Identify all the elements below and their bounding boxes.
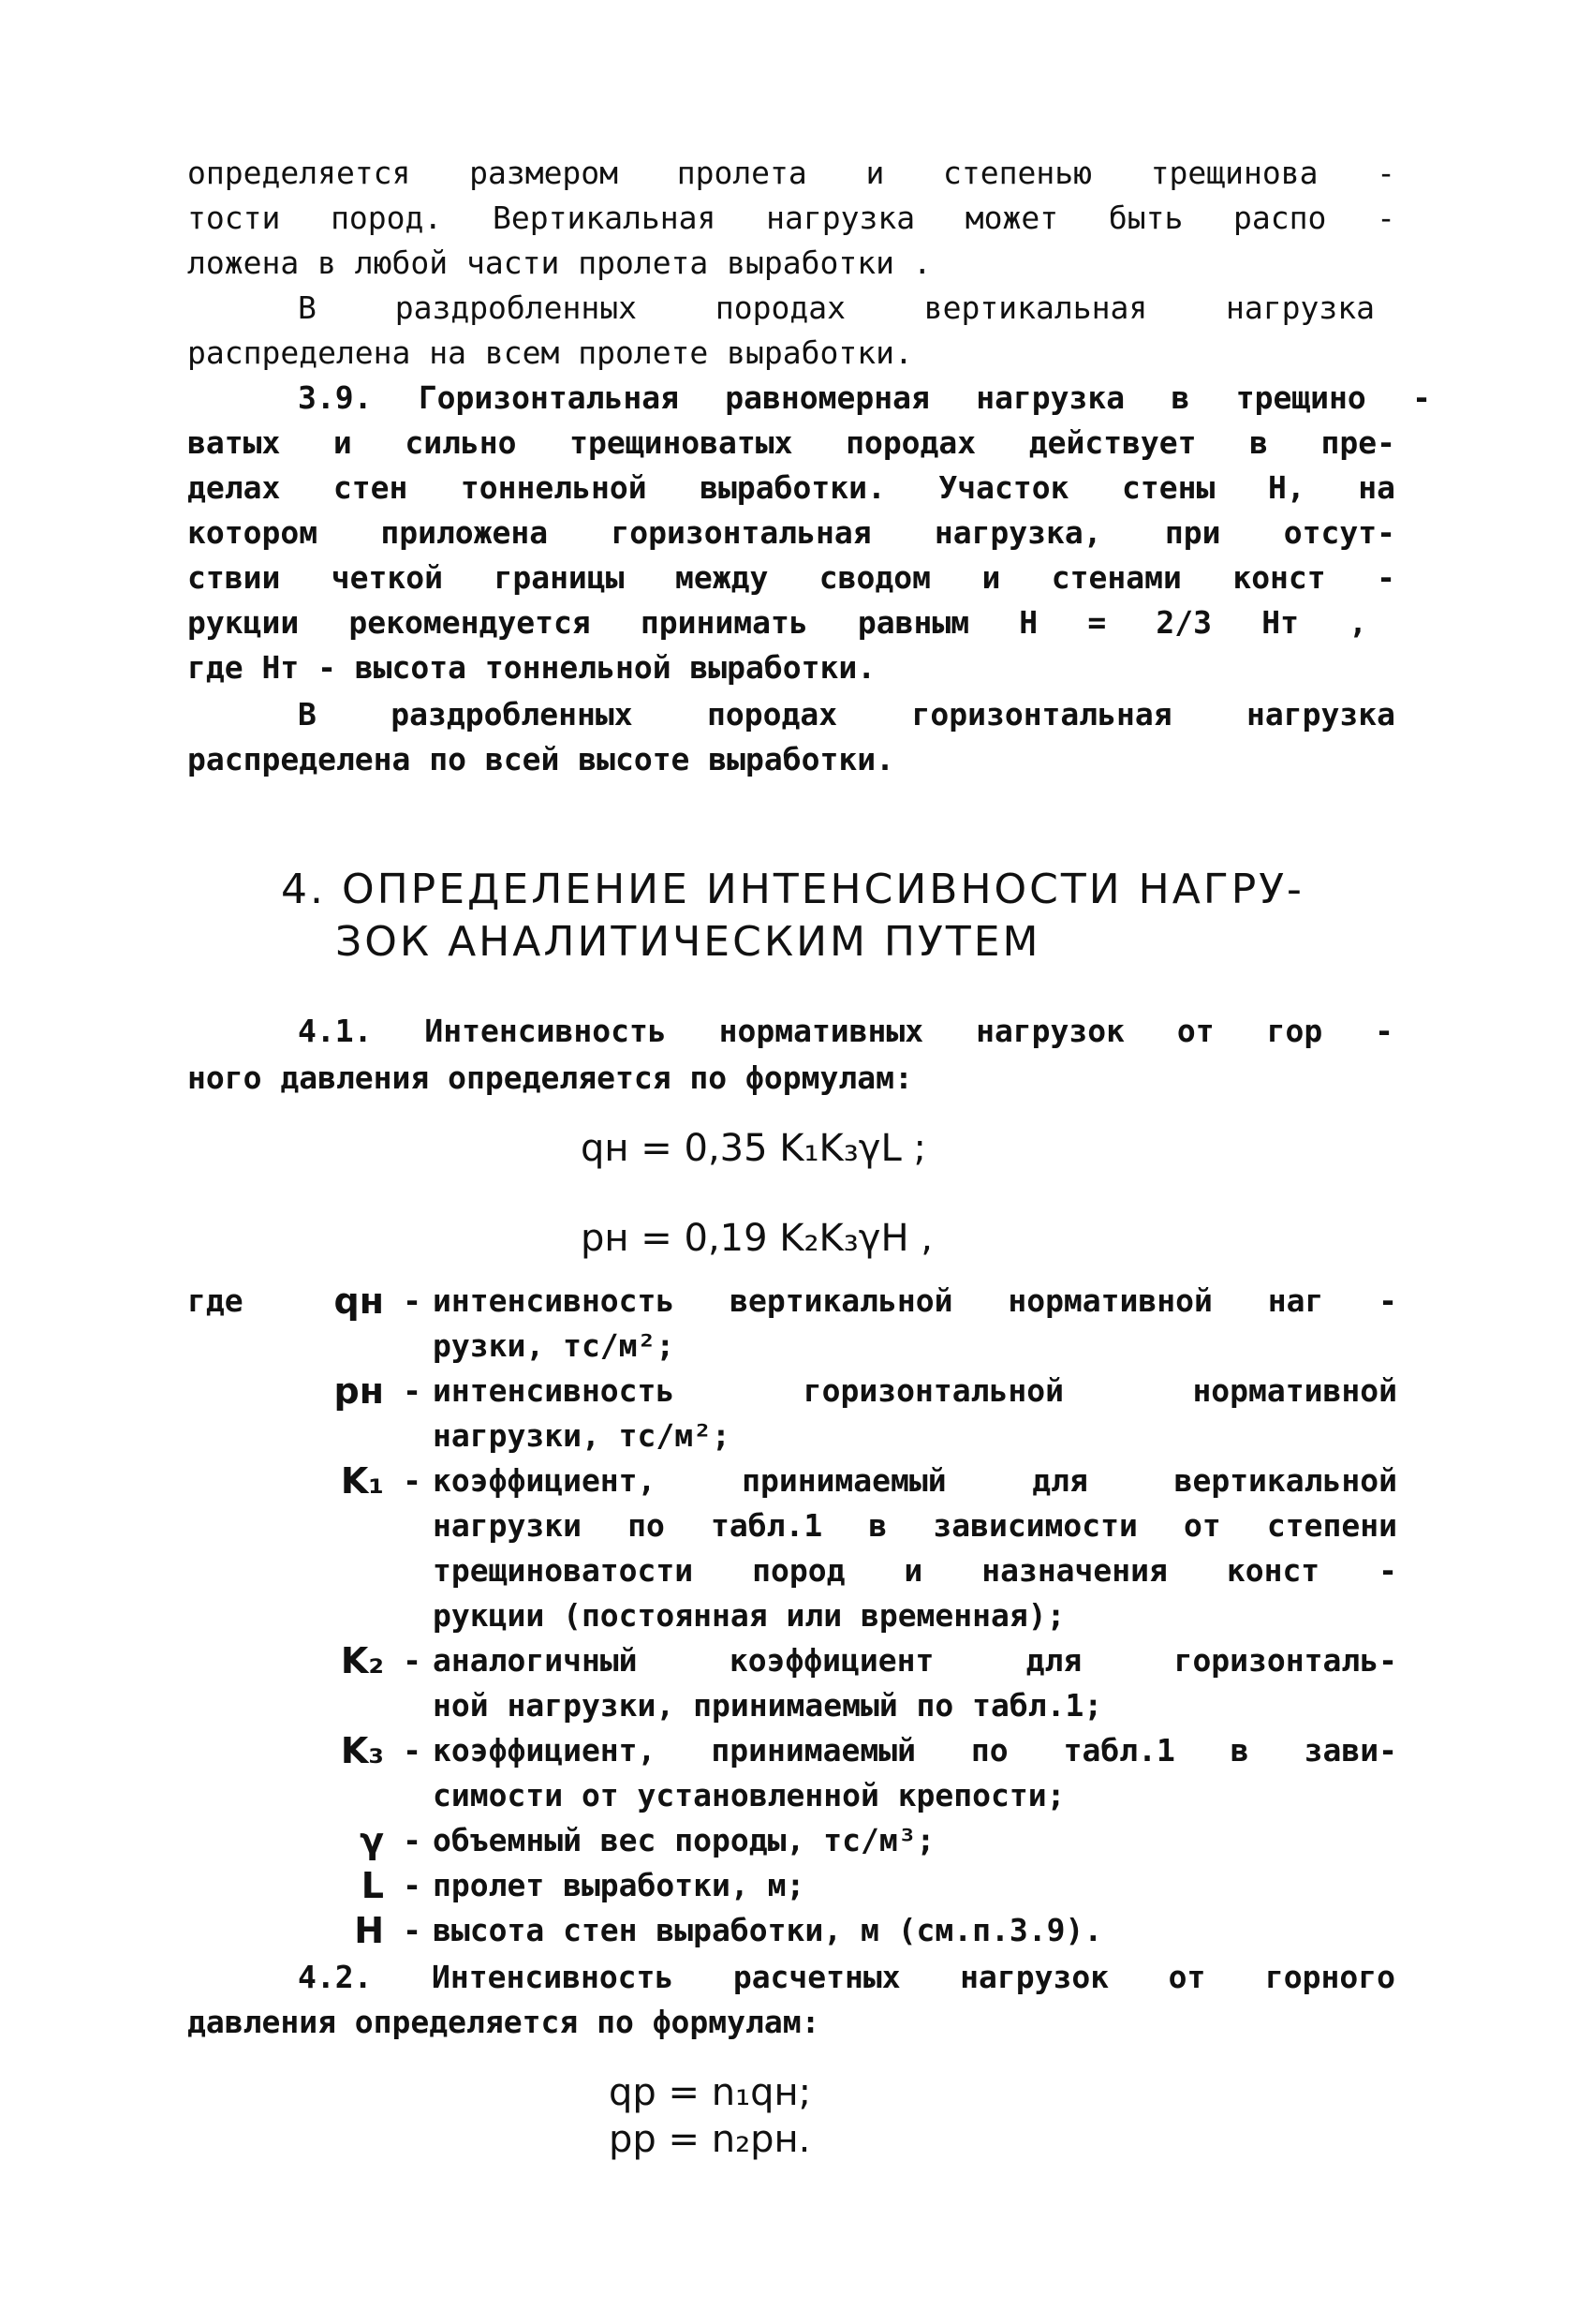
text-line: распределена по всей высоте выработки.: [187, 741, 894, 777]
definition-text: рукции (постоянная или временная);: [433, 1597, 1066, 1634]
text-line: ного давления определяется по формулам:: [187, 1059, 913, 1096]
text-line: 4.1. Интенсивность нормативных нагрузок от гор -: [298, 1013, 1393, 1049]
text-line: 3.9. Горизонтальная равномерная нагрузка в трещино -: [298, 379, 1431, 416]
definition-text: нагрузки, тс/м²;: [433, 1417, 730, 1454]
text-line: тости пород. Вертикальная нагрузка может быть распо -: [187, 200, 1395, 236]
definition-dash: -: [403, 1822, 421, 1858]
definition-dash: -: [403, 1462, 421, 1499]
formula-qp: qр = n₁qн;: [609, 2071, 812, 2114]
definition-text: интенсивность вертикальной нормативной наг -: [433, 1282, 1397, 1319]
definition-dash: -: [403, 1867, 421, 1903]
definition-text: нагрузки по табл.1 в зависимости от степени: [433, 1507, 1397, 1544]
definition-symbol: L: [361, 1865, 384, 1906]
text-line: определяется размером пролета и степенью трещинова -: [187, 155, 1395, 191]
where-label: где: [187, 1282, 243, 1319]
text-line: ложена в любой части пролета выработки .: [187, 244, 932, 281]
heading-line: 4. ОПРЕДЕЛЕНИЕ ИНТЕНСИВНОСТИ НАГРУ-: [281, 866, 1305, 913]
definition-dash: -: [403, 1912, 421, 1948]
text-line: В раздробленных породах вертикальная нагрузка: [298, 289, 1375, 326]
definition-symbol: K₃: [340, 1730, 384, 1771]
formula-qn: qн = 0,35 K₁K₃γL ;: [581, 1127, 926, 1170]
heading-line: ЗОК АНАЛИТИЧЕСКИМ ПУТЕМ: [335, 918, 1041, 966]
text-line: котором приложена горизонтальная нагрузка, при отсут-: [187, 514, 1395, 551]
definition-text: высота стен выработки, м (см.п.3.9).: [433, 1912, 1103, 1948]
text-line: ватых и сильно трещиноватых породах действует в пре-: [187, 424, 1395, 461]
definition-text: объемный вес породы, тс/м³;: [433, 1822, 936, 1858]
definition-text: пролет выработки, м;: [433, 1867, 805, 1903]
definition-text: рузки, тс/м²;: [433, 1327, 675, 1364]
definition-text: коэффициент, принимаемый по табл.1 в зави-: [433, 1732, 1397, 1769]
text-line: ствии четкой границы между сводом и стенами конст -: [187, 559, 1395, 596]
formula-pn: pн = 0,19 K₂K₃γH ,: [581, 1217, 933, 1260]
definition-dash: -: [403, 1642, 421, 1679]
definition-symbol: H: [354, 1910, 384, 1951]
definition-dash: -: [403, 1372, 421, 1409]
text-line: В раздробленных породах горизонтальная нагрузка: [298, 696, 1395, 733]
text-line: где Нт - высота тоннельной выработки.: [187, 649, 877, 686]
definition-text: аналогичный коэффициент для горизонталь-: [433, 1642, 1397, 1679]
definition-text: трещиноватости пород и назначения конст -: [433, 1552, 1397, 1589]
definition-text: интенсивность горизонтальной нормативной: [433, 1372, 1397, 1409]
text-line: давления определяется по формулам:: [187, 2004, 820, 2040]
definition-text: симости от установленной крепости;: [433, 1777, 1066, 1813]
definition-symbol: qн: [333, 1280, 384, 1322]
definition-dash: -: [403, 1732, 421, 1769]
formula-pp: pр = n₂pн.: [609, 2118, 811, 2161]
text-line: распределена на всем пролете выработки.: [187, 334, 913, 371]
text-line: делах стен тоннельной выработки. Участок стены Н, на: [187, 469, 1395, 506]
text-line: рукции рекомендуется принимать равным Н = 2/3 Hт ,: [187, 604, 1367, 641]
definition-symbol: K₁: [340, 1460, 384, 1502]
definition-text: коэффициент, принимаемый для вертикальной: [433, 1462, 1397, 1499]
definition-symbol: γ: [360, 1820, 384, 1861]
text-line: 4.2. Интенсивность расчетных нагрузок от горного: [298, 1959, 1395, 1995]
definition-text: ной нагрузки, принимаемый по табл.1;: [433, 1687, 1103, 1724]
definition-dash: -: [403, 1282, 421, 1319]
definition-symbol: pн: [333, 1370, 384, 1412]
definition-symbol: K₂: [340, 1640, 384, 1681]
